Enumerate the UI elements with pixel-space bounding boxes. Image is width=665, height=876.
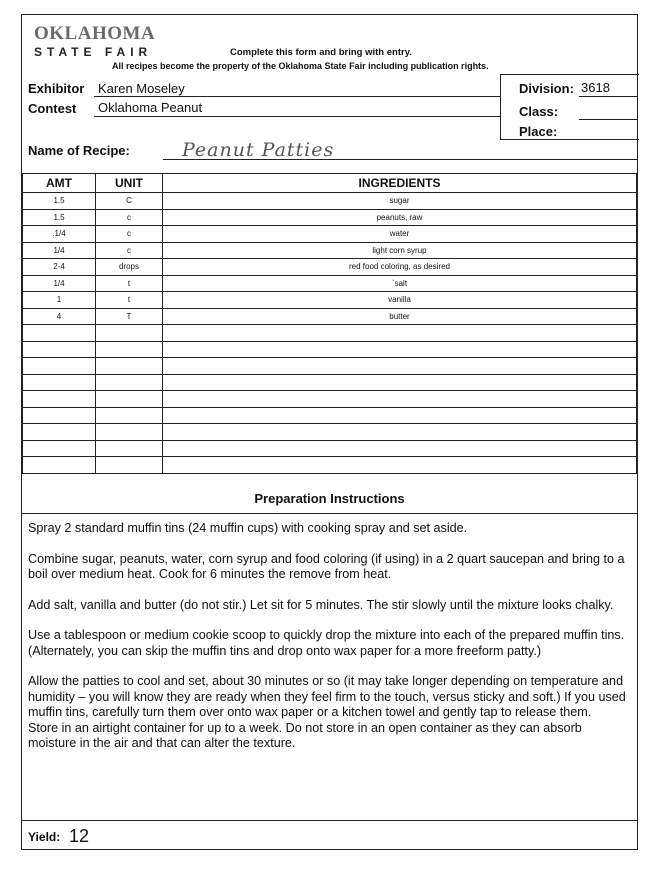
unit-cell[interactable]: T [96,308,163,325]
amt-header: AMT [23,174,96,193]
ingredient-cell[interactable]: red food coloring, as desired [163,259,637,276]
table-row [23,209,637,226]
table-row [23,275,637,292]
unit-cell[interactable] [96,341,163,358]
table-row [23,226,637,243]
contest-underline [94,116,500,117]
table-row [23,292,637,309]
unit-cell[interactable]: c [96,242,163,259]
prep-paragraph: Add salt, vanilla and butter (do not stir.) Let sit for 5 minutes. The stir slowly until the mixture looks chalky. [28,597,614,612]
amt-cell[interactable]: 1 [23,292,96,309]
ingredients-table [22,173,637,474]
ingredient-cell[interactable] [163,457,637,474]
prep-paragraph: Use a tablespoon or medium cookie scoop to quickly drop the mixture into each of the prepared muffin tins. (Alternately, you can skip the muffin tins and drop onto wax paper for a more freeform patty.) [28,628,625,658]
table-row [23,440,637,457]
ingredient-cell[interactable]: vanilla [163,292,637,309]
table-row [23,457,637,474]
amt-cell[interactable] [23,374,96,391]
amt-cell[interactable] [23,457,96,474]
yield-label: Yield: [28,830,61,844]
logo-oklahoma: OKLAHOMA [34,23,156,44]
unit-cell[interactable]: c [96,226,163,243]
table-row [23,325,637,342]
table-row [23,358,637,375]
ingredient-cell[interactable] [163,374,637,391]
amt-cell[interactable] [23,341,96,358]
amt-cell[interactable] [23,325,96,342]
recipe-name-label: Name of Recipe: [28,143,130,158]
logo-state-fair: STATE FAIR [34,45,153,59]
ingredient-cell[interactable]: butter [163,308,637,325]
prep-instructions-body [28,521,632,752]
amt-cell[interactable] [23,407,96,424]
unit-cell[interactable]: c [96,209,163,226]
division-field[interactable]: 3618 [581,80,610,95]
unit-cell[interactable] [96,457,163,474]
unit-header: UNIT [96,174,163,193]
amt-cell[interactable]: 4 [23,308,96,325]
prep-paragraph: Allow the patties to cool and set, about 30 minutes or so (it may take longer depending on temperature and humidity – you will know they are ready when they feel firm to the touch, versus sticky and soft.) If you used muffin tins, carefully turn them over onto wax paper or a kitchen towel and gently tap to release them. [28,674,626,719]
recipe-name-underline [163,159,637,160]
entry-form [21,14,638,850]
form-notice: Complete this form and bring with entry. [230,47,412,58]
prep-instructions-title: Preparation Instructions [22,485,637,514]
ingredient-cell[interactable] [163,440,637,457]
prep-paragraph: Spray 2 standard muffin tins (24 muffin cups) with cooking spray and set aside. [28,521,468,535]
table-row [23,242,637,259]
exhibitor-label: Exhibitor [28,81,85,96]
place-label: Place: [519,124,558,139]
table-row [23,341,637,358]
ingredient-cell[interactable]: peanuts, raw [163,209,637,226]
amt-cell[interactable]: 1/4 [23,242,96,259]
contest-field[interactable]: Oklahoma Peanut [98,100,203,115]
recipe-name-field[interactable]: Peanut Patties [182,139,335,161]
unit-cell[interactable] [96,374,163,391]
ingredient-cell[interactable]: sugar [163,193,637,210]
class-label: Class: [519,104,559,119]
prep-paragraph: Store in an airtight container for up to a week. Do not store in an open container as they can absorb moisture in the air and that can alter the texture. [28,720,582,750]
amt-cell[interactable]: 1.5 [23,193,96,210]
unit-cell[interactable]: drops [96,259,163,276]
division-label: Division: [519,81,574,96]
unit-cell[interactable] [96,440,163,457]
amt-cell[interactable] [23,391,96,408]
amt-cell[interactable]: 1/4 [23,275,96,292]
ingredient-cell[interactable]: light corn syrup [163,242,637,259]
class-underline [579,119,637,120]
amt-cell[interactable]: .1/4 [23,226,96,243]
ingredient-cell[interactable]: water [163,226,637,243]
table-row [23,308,637,325]
prep-paragraph: Combine sugar, peanuts, water, corn syrup and food coloring (if using) in a 2 quart saucepan and bring to a boil over medium heat. Cook for 6 minutes the remove from heat. [28,551,625,581]
unit-cell[interactable] [96,391,163,408]
amt-cell[interactable]: 1.5 [23,209,96,226]
table-row [23,193,637,210]
table-row [23,424,637,441]
amt-cell[interactable]: 2-4 [23,259,96,276]
table-row [23,374,637,391]
ingredient-cell[interactable] [163,358,637,375]
ingredient-cell[interactable] [163,325,637,342]
ingredient-cell[interactable] [163,407,637,424]
unit-cell[interactable]: t [96,292,163,309]
unit-cell[interactable]: C [96,193,163,210]
amt-cell[interactable] [23,358,96,375]
table-row [23,259,637,276]
ingredient-cell[interactable] [163,424,637,441]
yield-divider [22,820,637,821]
ingredient-cell[interactable] [163,341,637,358]
table-header-row [23,174,637,193]
division-underline [579,96,637,97]
exhibitor-field[interactable]: Karen Moseley [98,81,185,96]
unit-cell[interactable] [96,325,163,342]
ingredients-header: INGREDIENTS [163,174,637,193]
ingredient-cell[interactable] [163,391,637,408]
amt-cell[interactable] [23,440,96,457]
table-row [23,407,637,424]
amt-cell[interactable] [23,424,96,441]
table-row [23,391,637,408]
yield-field[interactable]: 12 [69,826,90,846]
contest-label: Contest [28,101,77,116]
unit-cell[interactable] [96,358,163,375]
rights-notice: All recipes become the property of the Oklahoma State Fair including publication rights. [112,61,489,71]
unit-cell[interactable] [96,424,163,441]
unit-cell[interactable] [96,407,163,424]
ingredient-cell[interactable]: `salt [163,275,637,292]
exhibitor-underline [94,96,500,97]
unit-cell[interactable]: t [96,275,163,292]
